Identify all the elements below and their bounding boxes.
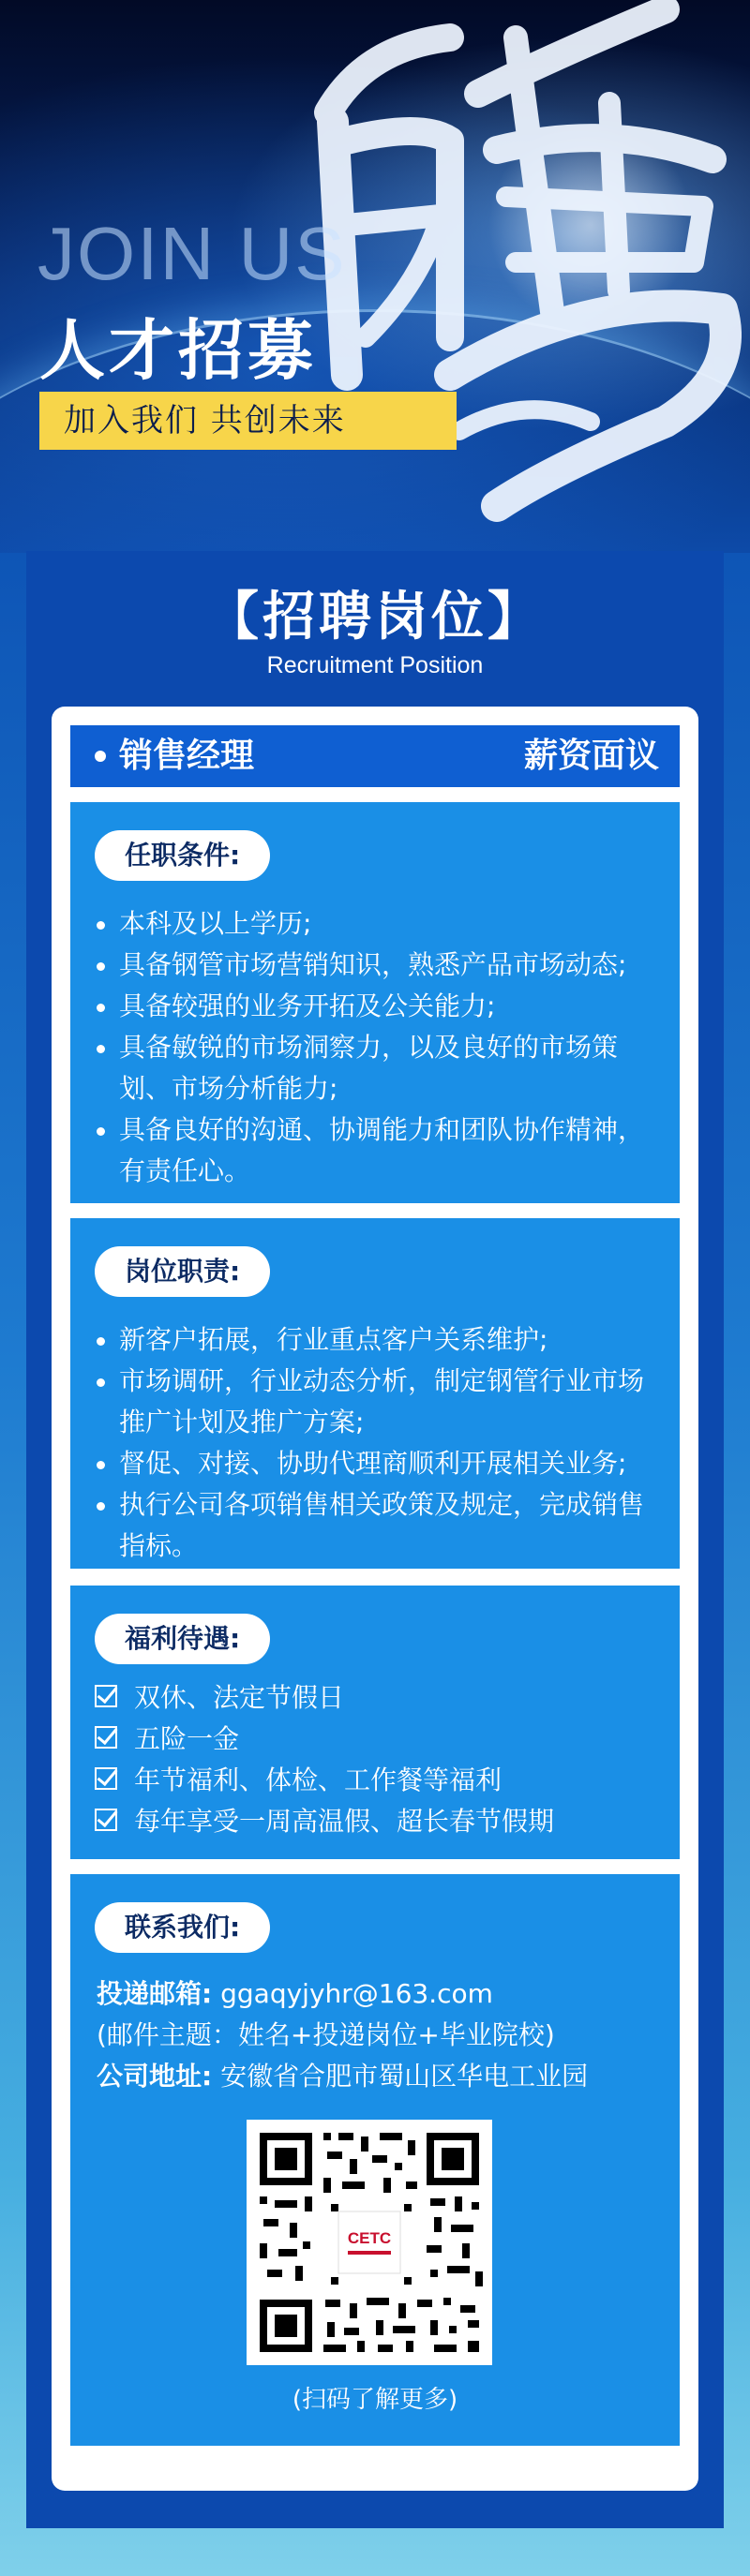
- hero-banner: [0, 0, 750, 553]
- join-us-text: JOIN US: [38, 212, 347, 295]
- list-item: 具备较强的业务开拓及公关能力;: [93, 986, 661, 1027]
- qr-code[interactable]: [247, 2120, 492, 2365]
- list-item: 具备敏锐的市场洞察力，以及良好的市场策划、市场分析能力;: [93, 1027, 661, 1109]
- qr-caption: (扫码了解更多): [292, 2386, 458, 2414]
- duties-list: [93, 1319, 661, 1567]
- contact-label: 联系我们:: [95, 1902, 270, 1953]
- hero-tagline: 加入我们 共创未来: [39, 392, 457, 450]
- email-note: (邮件主题：姓名+投递岗位+毕业院校): [97, 2019, 555, 2050]
- job-name: 销售经理: [119, 737, 255, 775]
- requirements-label: 任职条件:: [95, 830, 270, 881]
- email-value[interactable]: ggaqyjyhr@163.com: [220, 1978, 493, 2009]
- email-line: [97, 1973, 493, 2015]
- qr-logo: CETC: [347, 2229, 392, 2247]
- qr-code-image: [247, 2120, 492, 2365]
- email-label: 投递邮箱:: [97, 1978, 213, 2009]
- checkbox-icon: [95, 1685, 117, 1707]
- requirements-section: [70, 802, 680, 1203]
- duties-section: [70, 1218, 680, 1569]
- list-item: 具备良好的沟通、协调能力和团队协作精神，有责任心。: [93, 1109, 661, 1192]
- contact-section: [70, 1874, 680, 2446]
- recruitment-panel: [26, 551, 724, 2528]
- duties-label: 岗位职责:: [95, 1246, 270, 1297]
- list-item: 执行公司各项销售相关政策及规定，完成销售指标。: [93, 1484, 661, 1567]
- address-value: 安徽省合肥市蜀山区华电工业园: [220, 2061, 589, 2092]
- bullet-icon: [95, 751, 106, 762]
- section-subtitle: Recruitment Position: [266, 652, 484, 678]
- section-title: 【招聘岗位】: [206, 587, 544, 648]
- list-item: 双休、法定节假日: [93, 1677, 661, 1719]
- list-item: 五险一金: [93, 1719, 661, 1760]
- list-item: 新客户拓展，行业重点客户关系维护;: [93, 1319, 661, 1361]
- checkbox-icon: [95, 1767, 117, 1790]
- list-item: 每年享受一周高温假、超长春节假期: [93, 1801, 661, 1842]
- job-header-bar: [70, 725, 680, 787]
- hero-title: 人才招募: [39, 312, 317, 389]
- address-label: 公司地址:: [97, 2061, 213, 2092]
- list-item: 具备钢管市场营销知识，熟悉产品市场动态;: [93, 945, 661, 986]
- list-item: 督促、对接、协助代理商顺利开展相关业务;: [93, 1443, 661, 1484]
- list-item: 市场调研，行业动态分析，制定钢管行业市场推广计划及推广方案;: [93, 1361, 661, 1443]
- benefits-section: [70, 1586, 680, 1859]
- job-card: [52, 707, 698, 2491]
- list-item: 本科及以上学历;: [93, 903, 661, 945]
- address-line: [97, 2056, 588, 2097]
- benefits-label: 福利待遇:: [95, 1614, 270, 1664]
- requirements-list: [93, 903, 661, 1192]
- job-salary: 薪资面议: [523, 737, 659, 775]
- list-item: 年节福利、体检、工作餐等福利: [93, 1760, 661, 1801]
- brush-character-pin: [309, 0, 750, 543]
- checkbox-icon: [95, 1726, 117, 1749]
- checkbox-icon: [95, 1809, 117, 1831]
- benefits-list: [93, 1677, 661, 1842]
